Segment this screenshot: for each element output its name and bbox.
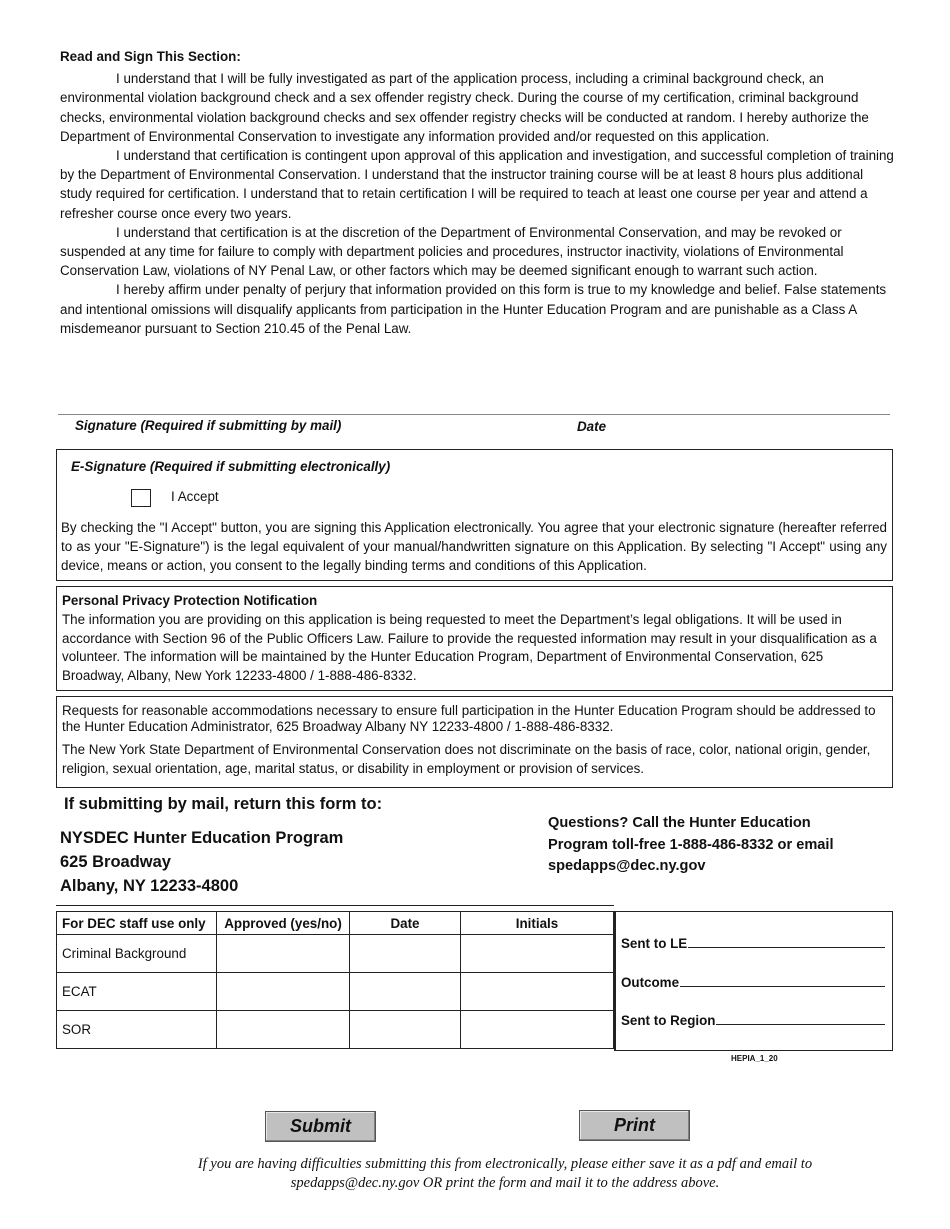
perjury-paragraph: I hereby affirm under penalty of perjury that information provided on this form is true to my knowledge and belief. False statements and intentional omissions will disqualify applicants from participation in the Hunter Education Program and are punishable as a Class A misdemeanor pursuant to Section 210.45 of the Penal Law. bbox=[60, 282, 887, 336]
signature-line[interactable] bbox=[58, 414, 890, 415]
discretion-paragraph: I understand that certification is at the discretion of the Department of Environmental Conservation, and may be revoked or suspended at any time for failure to comply with department policies and procedures, instructor inactivity, violations of Environmental Conservation Law, violations of NY Penal Law, or other factors which may be deemed significant enough to warrant such action. bbox=[60, 224, 844, 279]
sent-to-le-label: Sent to LE bbox=[621, 936, 688, 951]
esignature-title: E-Signature (Required if submitting electronically) bbox=[71, 459, 391, 474]
column-header: Approved (yes/no) bbox=[217, 912, 350, 935]
footer-note: If you are having difficulties submitting this from electronically, please either save it as a pdf and email to spedapps@dec.ny.gov OR print the form and mail it to the address above. bbox=[197, 1156, 813, 1191]
outcome-field[interactable] bbox=[621, 975, 885, 990]
row-label: Criminal Background bbox=[57, 935, 217, 973]
table-row bbox=[57, 973, 614, 1011]
investigation-paragraph: I understand that I will be fully investigated as part of the application process, including a criminal background check, an environmental violation background check and a sex offender registry check. During the course of my certification, criminal background checks, environmental violation background checks and sex offender registry checks will be conducted at random. I hereby authorize the Department of Environmental Conservation to investigate any information provided and/or requested on this application. bbox=[60, 71, 869, 144]
approved-cell[interactable] bbox=[217, 973, 350, 1011]
certification-paragraph: I understand that certification is contingent upon approval of this application and investigation, and successful completion of training by the Department of Environmental Conservation. I understand that the instructor training course will be at least 8 hours plus additional study required for certification. I understand that to retain certification I will be required to teach at least one course per year and attend a refresher course once every two years. bbox=[60, 148, 894, 221]
privacy-title: Personal Privacy Protection Notification bbox=[62, 593, 318, 608]
date-cell[interactable] bbox=[350, 935, 461, 973]
table-header-row bbox=[57, 912, 614, 935]
accommodations-text: Requests for reasonable accommodations necessary to ensure full participation in the Hunter Education Program should be addressed to the Hunter Education Administrator, 625 Broadway Albany NY 12233-4800 / 1-888-486-8332. bbox=[62, 703, 876, 734]
read-and-sign-section bbox=[60, 47, 898, 338]
column-header: Initials bbox=[461, 912, 614, 935]
signature-date-label: Date bbox=[577, 419, 607, 434]
mail-address-line: Albany, NY 12233-4800 bbox=[60, 877, 239, 895]
submit-button[interactable]: Submit bbox=[265, 1111, 376, 1142]
privacy-notification-box bbox=[56, 586, 893, 691]
sent-to-region-label: Sent to Region bbox=[621, 1013, 716, 1028]
non-discrimination-text: The New York State Department of Environmental Conservation does not discriminate on the basis of race, color, national origin, gender, religion, sexual orientation, age, marital status, or disability in employment or provision of services. bbox=[62, 742, 871, 776]
column-header: Date bbox=[350, 912, 461, 935]
initials-cell[interactable] bbox=[461, 973, 614, 1011]
row-label: SOR bbox=[57, 1011, 217, 1049]
section-heading: Read and Sign This Section: bbox=[60, 49, 241, 64]
sent-to-le-field[interactable] bbox=[621, 936, 885, 951]
mail-heading: If submitting by mail, return this form to: bbox=[64, 795, 383, 813]
divider bbox=[56, 905, 614, 906]
mail-address-line: NYSDEC Hunter Education Program bbox=[60, 829, 344, 847]
row-label: ECAT bbox=[57, 973, 217, 1011]
initials-cell[interactable] bbox=[461, 935, 614, 973]
questions-contact: Questions? Call the Hunter Education Program toll-free 1-888-486-8332 or email spedapps@dec.ny.gov bbox=[548, 815, 834, 874]
outcome-label: Outcome bbox=[621, 975, 680, 990]
approved-cell[interactable] bbox=[217, 935, 350, 973]
sent-to-region-field[interactable] bbox=[621, 1013, 885, 1028]
print-button[interactable]: Print bbox=[579, 1110, 690, 1141]
date-cell[interactable] bbox=[350, 1011, 461, 1049]
column-header: For DEC staff use only bbox=[57, 912, 217, 935]
date-cell[interactable] bbox=[350, 973, 461, 1011]
i-accept-label: I Accept bbox=[171, 489, 219, 504]
i-accept-checkbox[interactable] bbox=[131, 489, 151, 507]
staff-use-table bbox=[56, 911, 614, 1049]
initials-cell[interactable] bbox=[461, 1011, 614, 1049]
privacy-text: The information you are providing on this application is being requested to meet the Department’s legal obligations. It will be used in accordance with Section 96 of the Public Officers Law. Failure to provide the requested information may result in your disqualification as a volunteer. The information will be maintained by the Hunter Education Program, Department of Environmental Conservation, 625 Broadway, Albany, New York 12233-4800 / 1-888-486-8332. bbox=[62, 612, 877, 683]
staff-routing-box bbox=[614, 911, 893, 1051]
form-code: HEPIA_1_20 bbox=[731, 1054, 778, 1063]
accommodations-box bbox=[56, 696, 893, 788]
table-row bbox=[57, 935, 614, 973]
table-row bbox=[57, 1011, 614, 1049]
esignature-text: By checking the "I Accept" button, you are signing this Application electronically. You agree that your electronic signature (hereafter referred to as your "E-Signature") is the legal equivalent of your manual/handwritten signature on this Application. By selecting "I Accept" using any device, means or action, you consent to the legally binding terms and conditions of this Application. bbox=[61, 520, 887, 573]
esignature-box bbox=[56, 449, 893, 581]
approved-cell[interactable] bbox=[217, 1011, 350, 1049]
mail-address bbox=[60, 826, 343, 898]
signature-label: Signature (Required if submitting by mail) bbox=[75, 418, 342, 433]
mail-address-line: 625 Broadway bbox=[60, 853, 171, 871]
